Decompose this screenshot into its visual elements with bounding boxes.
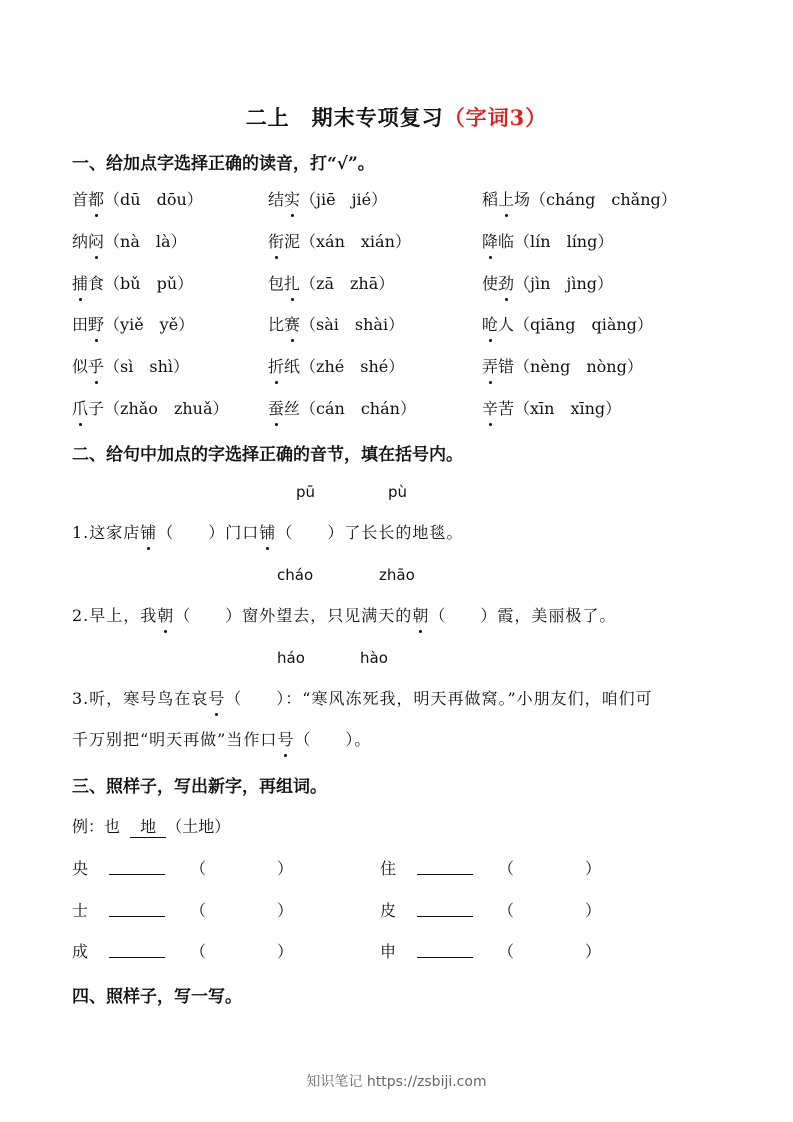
word-paren-close: ） [277,942,294,961]
dotted-char: 爪 [72,396,88,419]
new-char-blank[interactable] [109,939,165,958]
word-paren-open[interactable]: （ [498,859,515,878]
dotted-char: 辛 [482,396,498,419]
pinyin-options[interactable]: （dū dōu） [104,190,203,209]
pronunciation-item: 田野（yiě yě） [72,312,194,335]
new-char-blank[interactable] [417,939,473,958]
word-paren-open[interactable]: （ [498,901,515,920]
word-paren-close: ） [277,859,294,878]
pinyin-options[interactable]: （cháng chǎng） [530,190,677,209]
pronunciation-item: 似乎（sì shì） [72,354,189,377]
pronunciation-item: 降临（lín líng） [482,229,613,252]
question-3-line-1: 3.听，寒号鸟在哀号（ ）：“寒风冻死我，明天再做窝。”小朋友们，咱们可 [72,686,653,709]
page-title [0,102,793,132]
word-paren-open[interactable]: （ [190,859,207,878]
pinyin-options[interactable]: （jiē jié） [300,190,388,209]
q1-dotted-char-2: 铺 [259,520,276,543]
pinyin-options[interactable]: （nà là） [104,232,187,251]
q1-pinyin-1: pū [296,483,316,501]
pronunciation-item: 爪子（zhǎo zhuǎ） [72,396,229,419]
q1-pinyin-2: pù [388,483,408,501]
q2-pinyin-1: cháo [277,566,314,584]
pronunciation-item: 呛人（qiāng qiàng） [482,312,653,335]
example-answer: 地 [130,814,166,838]
pronunciation-item: 稻上场（cháng chǎng） [482,187,677,210]
pinyin-options[interactable]: （lín líng） [514,232,614,251]
pronunciation-item: 使劲（jìn jìng） [482,271,613,294]
q3-pinyin-1: háo [277,649,305,667]
pronunciation-item: 辛苦（xīn xīng） [482,396,621,419]
title-main: 二上 期末专项复习 [245,105,444,130]
pronunciation-item: 衔泥（xán xián） [268,229,411,252]
question-3-line-2: 千万别把“明天再做”当作口号（ ）。 [72,727,371,750]
dotted-char: 上 [498,187,514,210]
pronunciation-item: 包扎（zā zhā） [268,271,394,294]
pronunciation-item: 纳闷（nà là） [72,229,187,252]
pinyin-options[interactable]: （cán chán） [300,399,416,418]
dotted-char: 折 [268,354,284,377]
base-char: 成 [72,942,89,961]
pinyin-options[interactable]: （zā zhā） [300,274,395,293]
base-char: 士 [72,901,89,920]
pronunciation-item: 折纸（zhé shé） [268,354,404,377]
word-paren-close: ） [585,901,602,920]
dotted-char: 实 [284,187,300,210]
section-2-heading: 二、给句中加点的字选择正确的音节，填在括号内。 [72,445,463,465]
pinyin-options[interactable]: （bǔ pǔ） [104,274,194,293]
footer-watermark: 知识笔记 https://zsbiji.com [306,1074,487,1090]
word-paren-open[interactable]: （ [190,942,207,961]
pinyin-options[interactable]: （yiě yě） [104,315,195,334]
pronunciation-item: 弄错（nèng nòng） [482,354,643,377]
section-4-heading: 四、照样子，写一写。 [72,987,242,1007]
dotted-char: 闷 [88,229,104,252]
new-char-blank[interactable] [109,898,165,917]
pinyin-options[interactable]: （zhǎo zhuǎ） [104,399,229,418]
q1-dotted-char-1: 铺 [140,520,157,543]
dotted-char: 扎 [284,271,300,294]
dotted-char: 降 [482,229,498,252]
dotted-char: 劲 [498,271,514,294]
pronunciation-item: 捕食（bǔ pǔ） [72,271,193,294]
base-char: 皮 [380,901,397,920]
pronunciation-item: 蚕丝（cán chán） [268,396,416,419]
word-paren-close: ） [277,901,294,920]
q3-dotted-char-2: 号 [277,727,294,750]
base-char: 央 [72,859,89,878]
dotted-char: 野 [88,312,104,335]
dotted-char: 赛 [284,312,300,335]
dotted-char: 蚕 [268,396,284,419]
q3-dotted-char-1: 号 [208,686,225,709]
pinyin-options[interactable]: （qiāng qiàng） [514,315,653,334]
pronunciation-item: 比赛（sài shài） [268,312,404,335]
q2-dotted-char-1: 朝 [157,603,174,626]
dotted-char: 呛 [482,312,498,335]
base-char: 住 [380,859,397,878]
pronunciation-item: 结实（jiē jié） [268,187,387,210]
pinyin-options[interactable]: （sì shì） [104,357,189,376]
word-paren-close: ） [585,942,602,961]
pinyin-options[interactable]: （nèng nòng） [514,357,643,376]
q2-pinyin-2: zhāo [379,566,415,584]
pinyin-options[interactable]: （xán xián） [300,232,411,251]
word-paren-close: ） [585,859,602,878]
section-3-example: 例：也 地 （土地） [72,814,230,838]
pinyin-options[interactable]: （xīn xīng） [514,399,622,418]
section-1-heading: 一、给加点字选择正确的读音，打“√”。 [72,154,375,174]
dotted-char: 捕 [72,271,88,294]
word-paren-open[interactable]: （ [498,942,515,961]
base-char: 申 [380,942,397,961]
question-2: 2.早上，我朝（ ）窗外望去，只见满天的朝（ ）霞，美丽极了。 [72,603,616,626]
title-highlight: （字词3） [443,105,548,130]
dotted-char: 衔 [268,229,284,252]
q3-pinyin-2: hào [360,649,388,667]
question-1: 1.这家店铺（ ）门口铺（ ）了长长的地毯。 [72,520,463,543]
q2-dotted-char-2: 朝 [412,603,429,626]
pinyin-options[interactable]: （zhé shé） [300,357,405,376]
new-char-blank[interactable] [417,856,473,875]
pinyin-options[interactable]: （jìn jìng） [514,274,614,293]
new-char-blank[interactable] [109,856,165,875]
dotted-char: 乎 [88,354,104,377]
dotted-char: 弄 [482,354,498,377]
pronunciation-item: 首都（dū dōu） [72,187,203,210]
new-char-blank[interactable] [417,898,473,917]
dotted-char: 都 [88,187,104,210]
section-3-heading: 三、照样子，写出新字，再组词。 [72,777,327,797]
word-paren-open[interactable]: （ [190,901,207,920]
pinyin-options[interactable]: （sài shài） [300,315,405,334]
